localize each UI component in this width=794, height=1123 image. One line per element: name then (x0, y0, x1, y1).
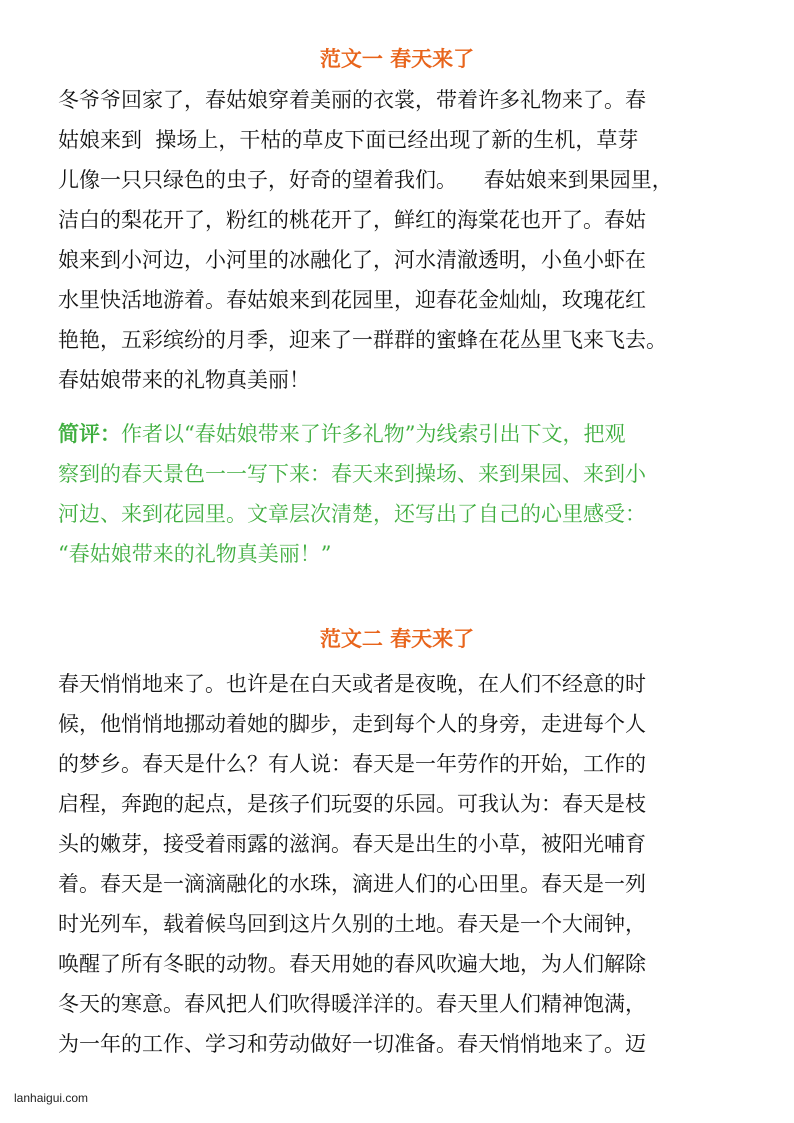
essay1-line: 水里快活地游着。春姑娘来到花园里，迎春花金灿灿，玫瑰花红 (58, 288, 646, 312)
essay1-title: 范文一 春天来了 (319, 46, 475, 71)
essay1-comment (58, 414, 758, 574)
comment-label: 简评： (58, 421, 121, 446)
comment-first-line (58, 414, 758, 454)
essay2-line: 的梦乡。春天是什么？有人说：春天是一年劳作的开始，工作的 (58, 752, 646, 776)
essay1-body (58, 80, 758, 400)
essay2-title: 范文二 春天来了 (319, 626, 475, 651)
essay2-line: 冬天的寒意。春风把人们吹得暖洋洋的。春天里人们精神饱满， (58, 992, 646, 1016)
essay1-line: 娘来到小河边，小河里的冰融化了，河水清澈透明，小鱼小虾在 (58, 248, 646, 272)
essay1-line: 春姑娘带来的礼物真美丽！ (58, 368, 310, 392)
essay1-line: 洁白的梨花开了，粉红的桃花开了，鲜红的海棠花也开了。春姑 (58, 208, 646, 232)
essay1-line: 姑娘来到 操场上，干枯的草皮下面已经出现了新的生机，草芽 (58, 128, 639, 152)
essay2-line: 为一年的工作、学习和劳动做好一切准备。春天悄悄地来了。迈 (58, 1032, 646, 1056)
essay1-line: 艳艳，五彩缤纷的月季，迎来了一群群的蜜蜂在花丛里飞来飞去。 (58, 328, 667, 352)
essay2-line: 启程，奔跑的起点，是孩子们玩耍的乐园。可我认为：春天是枝 (58, 792, 646, 816)
comment-line: 河边、来到花园里。文章层次清楚，还写出了自己的心里感受： (58, 502, 646, 526)
essay2-body (58, 664, 758, 1064)
essay2-line: 着。春天是一滴滴融化的水珠，滴进人们的心田里。春天是一列 (58, 872, 646, 896)
comment-line: “春姑娘带来的礼物真美丽！” (58, 542, 332, 566)
essay2-line: 候，他悄悄地挪动着她的脚步，走到每个人的身旁，走进每个人 (58, 712, 646, 736)
essay1-line: 冬爷爷回家了，春姑娘穿着美丽的衣裳，带着许多礼物来了。春 (58, 88, 646, 112)
footer-site-link[interactable]: lanhaigui.com (14, 1091, 89, 1105)
essay2-line: 头的嫩芽，接受着雨露的滋润。春天是出生的小草，被阳光哺育 (58, 832, 646, 856)
essay1-line: 儿像一只只绿色的虫子，好奇的望着我们。 春姑娘来到果园里， (58, 168, 673, 192)
comment-text: 作者以“春姑娘带来了许多礼物”为线索引出下文，把观 (121, 422, 626, 446)
essay2-line: 时光列车，载着候鸟回到这片久别的土地。春天是一个大闹钟， (58, 912, 646, 936)
comment-line: 察到的春天景色一一写下来：春天来到操场、来到果园、来到小 (58, 462, 646, 486)
essay2-line: 唤醒了所有冬眠的动物。春天用她的春风吹遍大地，为人们解除 (58, 952, 646, 976)
essay2-line: 春天悄悄地来了。也许是在白天或者是夜晚，在人们不经意的时 (58, 672, 646, 696)
